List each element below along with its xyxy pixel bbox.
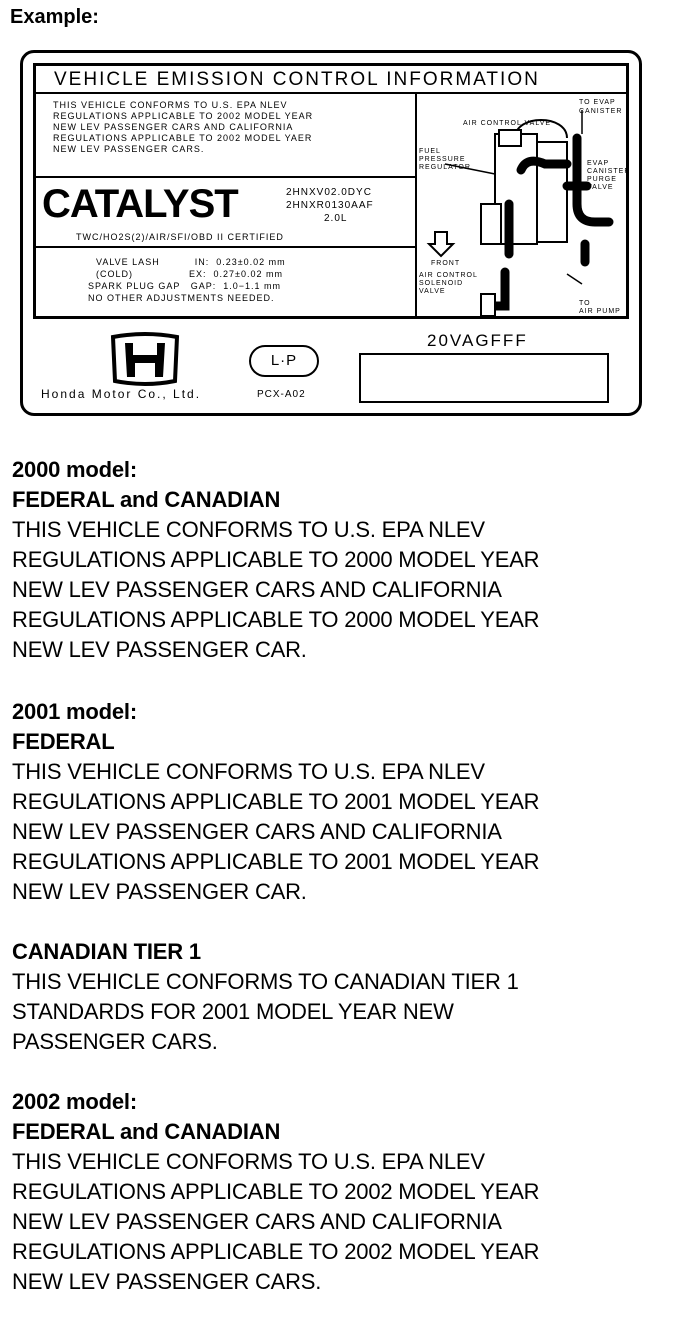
catalyst-row xyxy=(36,176,415,248)
valve-line: NO OTHER ADJUSTMENTS NEEDED. xyxy=(88,293,275,303)
part-code: PCX-A02 xyxy=(257,389,306,400)
label-front: FRONT xyxy=(431,260,461,267)
vacuum-hose-diagram xyxy=(417,94,631,316)
engine-code: 2HNXV02.0DYC xyxy=(286,187,372,198)
valve-line: SPARK PLUG GAP GAP: 1.0−1.1 mm xyxy=(88,281,281,291)
label-left-column xyxy=(36,94,417,316)
section-line: NEW LEV PASSENGER CARS AND CALIFORNIA xyxy=(12,819,502,844)
section-subheading-2000: FEDERAL and CANADIAN xyxy=(12,487,281,512)
label-to-air-pump: TO AIR PUMP xyxy=(579,300,621,315)
section-line: THIS VEHICLE CONFORMS TO U.S. EPA NLEV xyxy=(12,517,485,542)
engine-code: 2HNXR0130AAF xyxy=(286,200,374,211)
emission-label xyxy=(20,50,642,416)
label-serial: 20VAGFFF xyxy=(427,331,528,350)
certified-text: TWC/HO2S(2)/AIR/SFI/OBD II CERTIFIED xyxy=(76,232,284,242)
label-evap-purge: EVAP CANISTER PURGE VALVE xyxy=(587,160,631,191)
conform-line: NEW LEV PASSENGER CARS. xyxy=(53,144,205,154)
section-line: NEW LEV PASSENGER CARS AND CALIFORNIA xyxy=(12,1209,502,1234)
label-conform-text xyxy=(53,100,313,155)
section-heading-2002: 2002 model: xyxy=(12,1089,137,1114)
section-subheading-2001-canadian: CANADIAN TIER 1 xyxy=(12,939,201,964)
engine-codes xyxy=(286,186,374,225)
conform-line: THIS VEHICLE CONFORMS TO U.S. EPA NLEV xyxy=(53,100,288,110)
valve-line: (COLD) EX: 0.27±0.02 mm xyxy=(96,269,283,279)
section-subheading-2001-federal: FEDERAL xyxy=(12,729,115,754)
emission-label-panel xyxy=(33,63,629,319)
label-air-control-solenoid: AIR CONTROL SOLENOID VALVE xyxy=(419,272,478,295)
label-fuel-pressure: FUEL PRESSURE REGULATOR xyxy=(419,148,471,171)
conform-line: REGULATIONS APPLICABLE TO 2002 MODEL YAER xyxy=(53,133,313,143)
section-line: NEW LEV PASSENGER CAR. xyxy=(12,879,307,904)
valve-lash-spec xyxy=(88,256,286,304)
section-heading-2000: 2000 model: xyxy=(12,457,137,482)
example-heading: Example: xyxy=(10,6,99,28)
section-line: REGULATIONS APPLICABLE TO 2002 MODEL YEAR xyxy=(12,1179,540,1204)
section-line: STANDARDS FOR 2001 MODEL YEAR NEW xyxy=(12,999,454,1024)
catalyst-text: CATALYST xyxy=(42,182,238,226)
section-line: THIS VEHICLE CONFORMS TO CANADIAN TIER 1 xyxy=(12,969,519,994)
valve-line: VALVE LASH IN: 0.23±0.02 mm xyxy=(96,257,286,267)
label-to-evap: TO EVAP CANISTER xyxy=(579,99,623,115)
conform-line: NEW LEV PASSENGER CARS AND CALIFORNIA xyxy=(53,122,294,132)
section-line: REGULATIONS APPLICABLE TO 2001 MODEL YEAR xyxy=(12,789,540,814)
label-air-control-valve: AIR CONTROL VALVE xyxy=(463,120,552,127)
section-line: THIS VEHICLE CONFORMS TO U.S. EPA NLEV xyxy=(12,759,485,784)
section-line: NEW LEV PASSENGER CAR. xyxy=(12,637,307,662)
section-line: NEW LEV PASSENGER CARS AND CALIFORNIA xyxy=(12,577,502,602)
honda-h-logo-icon xyxy=(105,331,185,387)
serial-box xyxy=(359,353,609,403)
section-line: REGULATIONS APPLICABLE TO 2002 MODEL YEAR xyxy=(12,1239,540,1264)
engine-displacement: 2.0L xyxy=(324,213,348,224)
conform-line: REGULATIONS APPLICABLE TO 2002 MODEL YEAR xyxy=(53,111,314,121)
section-heading-2001: 2001 model: xyxy=(12,699,137,724)
section-line: REGULATIONS APPLICABLE TO 2001 MODEL YEAR xyxy=(12,849,540,874)
section-line: THIS VEHICLE CONFORMS TO U.S. EPA NLEV xyxy=(12,1149,485,1174)
manufacturer-name: Honda Motor Co., Ltd. xyxy=(41,387,202,401)
section-line: REGULATIONS APPLICABLE TO 2000 MODEL YEAR xyxy=(12,547,540,572)
label-title: VEHICLE EMISSION CONTROL INFORMATION xyxy=(36,66,626,94)
section-line: REGULATIONS APPLICABLE TO 2000 MODEL YEAR xyxy=(12,607,540,632)
section-line: NEW LEV PASSENGER CARS. xyxy=(12,1269,322,1294)
section-subheading-2002: FEDERAL and CANADIAN xyxy=(12,1119,281,1144)
lp-badge: L·P xyxy=(249,345,319,377)
section-line: PASSENGER CARS. xyxy=(12,1029,218,1054)
